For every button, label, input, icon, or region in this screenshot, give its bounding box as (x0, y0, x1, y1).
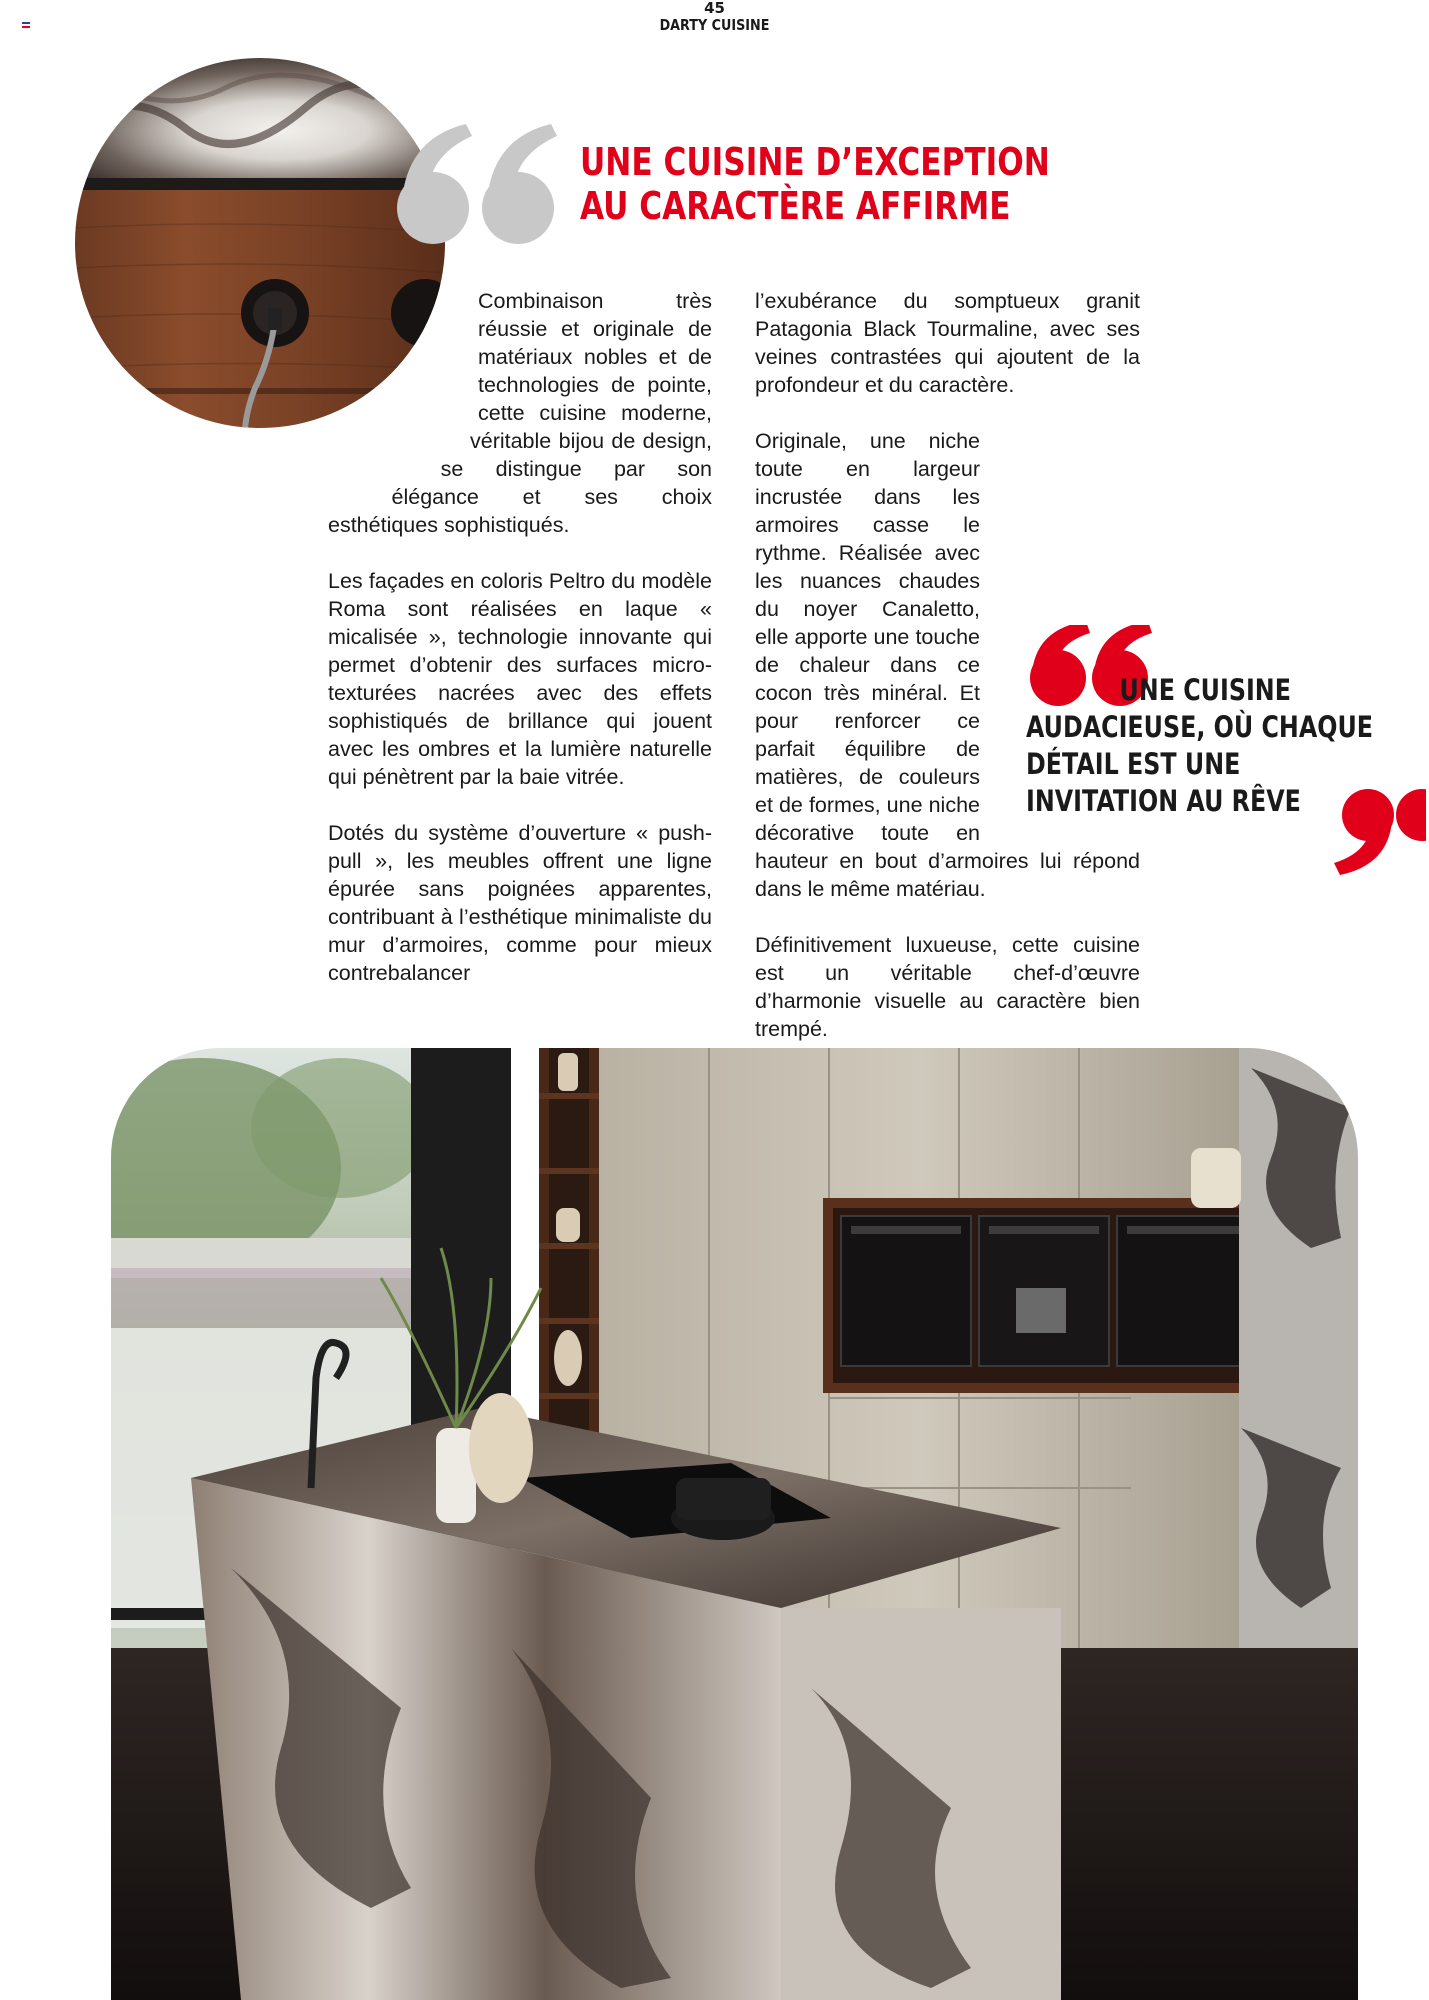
paragraph: Dotés du système d’ouverture « push-pull », les meubles offrent une ligne épurée sans poignées apparentes, contribuant à l’esthétique minimaliste du mur d’armoires, comme pour mieux contrebalancer (328, 821, 712, 985)
paragraph: Originale, une niche toute en largeur incrustée dans les armoires casse le rythme. Réalisée avec les nuances chaudes du noyer Canaletto, elle apporte une touche de chaleur dans ce cocon très minéral. Et pour renforcer ce parfait équilibre de matières, de couleurs et de formes, une niche décorative toute en hauteur en bout d’armoires lui répond dans le même matériau. (755, 429, 1140, 901)
pull-quote-text: UNE CUISINE AUDACIEUSE, OÙ CHAQUE DÉTAIL EST UNE INVITATION AU RÊVE (1026, 673, 1374, 818)
paragraph: Combinaison très réussie et originale de matériaux nobles et de technologies de pointe, cette cuisine moderne, véritable bijou de design, se distingue par son élégance et ses choix esthétiques sophistiqués. (328, 289, 712, 537)
kitchen-island-photo (111, 1048, 1358, 2000)
magazine-title: DARTY CUISINE (659, 16, 770, 34)
headline (580, 140, 1050, 228)
paragraph: l’exubérance du somptueux granit Patagonia Black Tourmaline, avec ses veines contrastées qui ajoutent de la profondeur et du caractère. (755, 289, 1140, 397)
quote-open-icon (388, 120, 568, 250)
headline-line-2: AU CARACTÈRE AFFIRME (580, 184, 1011, 228)
paragraph: Définitivement luxueuse, cette cuisine est un véritable chef-d’œuvre d’harmonie visuelle au caractère bien trempé. (755, 933, 1140, 1041)
headline-line-1: UNE CUISINE D’EXCEPTION (580, 140, 1050, 184)
page-number: 45 (704, 0, 725, 17)
paragraph: Les façades en coloris Peltro du modèle Roma sont réalisées en laque « micalisée », technologie innovante qui permet d’obtenir des surfaces micro-texturées nacrées avec des effets sophistiqués de brillance qui jouent avec les ombres et la lumière naturelle qui pénètrent par la baie vitrée. (328, 569, 712, 789)
flag-icon (22, 22, 30, 28)
article-column-1 (328, 287, 712, 1015)
